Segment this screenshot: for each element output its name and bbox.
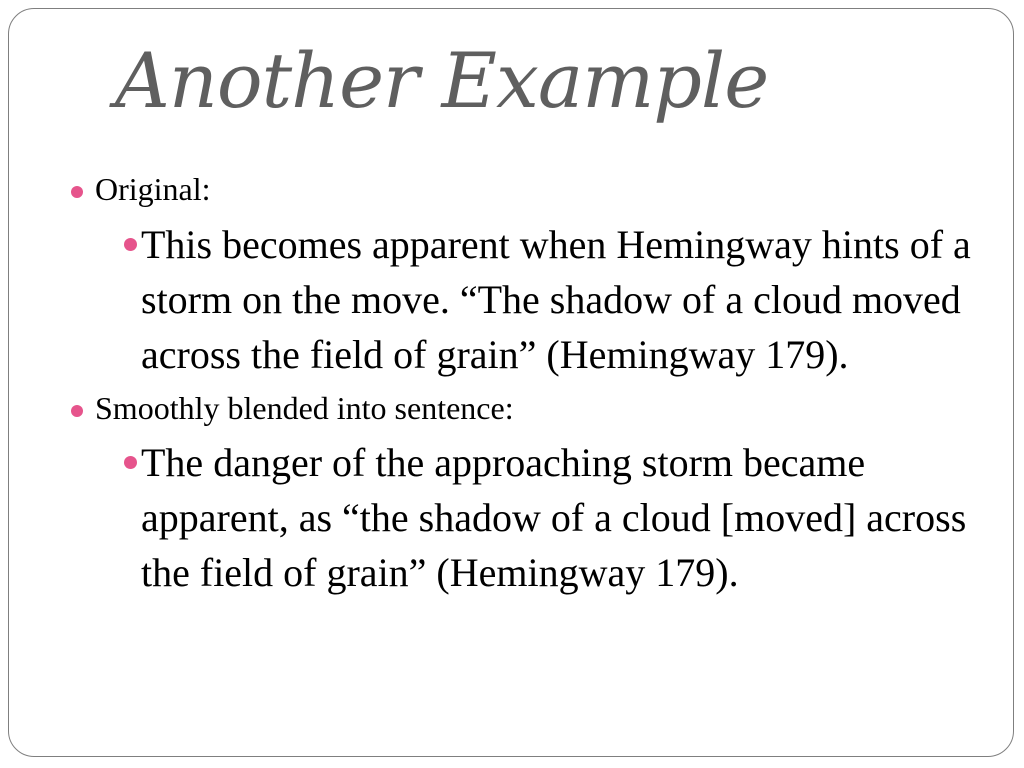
sub-bullet-blended-text xyxy=(124,435,987,600)
bullet-dot-icon xyxy=(124,456,137,469)
bullet-label: Original: xyxy=(95,171,211,207)
slide-frame xyxy=(8,8,1014,757)
bullet-dot-icon xyxy=(71,405,83,417)
sub-bullet-original-text xyxy=(124,217,987,382)
bullet-item-original xyxy=(67,169,987,211)
sub-bullet-text: The danger of the approaching storm became apparent, as “the shadow of a cloud [moved] across the field of grain” (Hemingway 179). xyxy=(141,440,967,596)
sub-bullet-text: This becomes apparent when Hemingway hints of a storm on the move. “The shadow of a cloud moved across the field of grain” (Hemingway 179). xyxy=(141,221,971,377)
bullet-label: Smoothly blended into sentence: xyxy=(95,389,514,426)
slide-title: Another Example xyxy=(115,36,769,125)
bullet-dot-icon xyxy=(71,186,83,198)
bullet-item-blended xyxy=(67,388,987,430)
bullet-dot-icon xyxy=(124,238,137,251)
slide-body xyxy=(67,169,987,600)
